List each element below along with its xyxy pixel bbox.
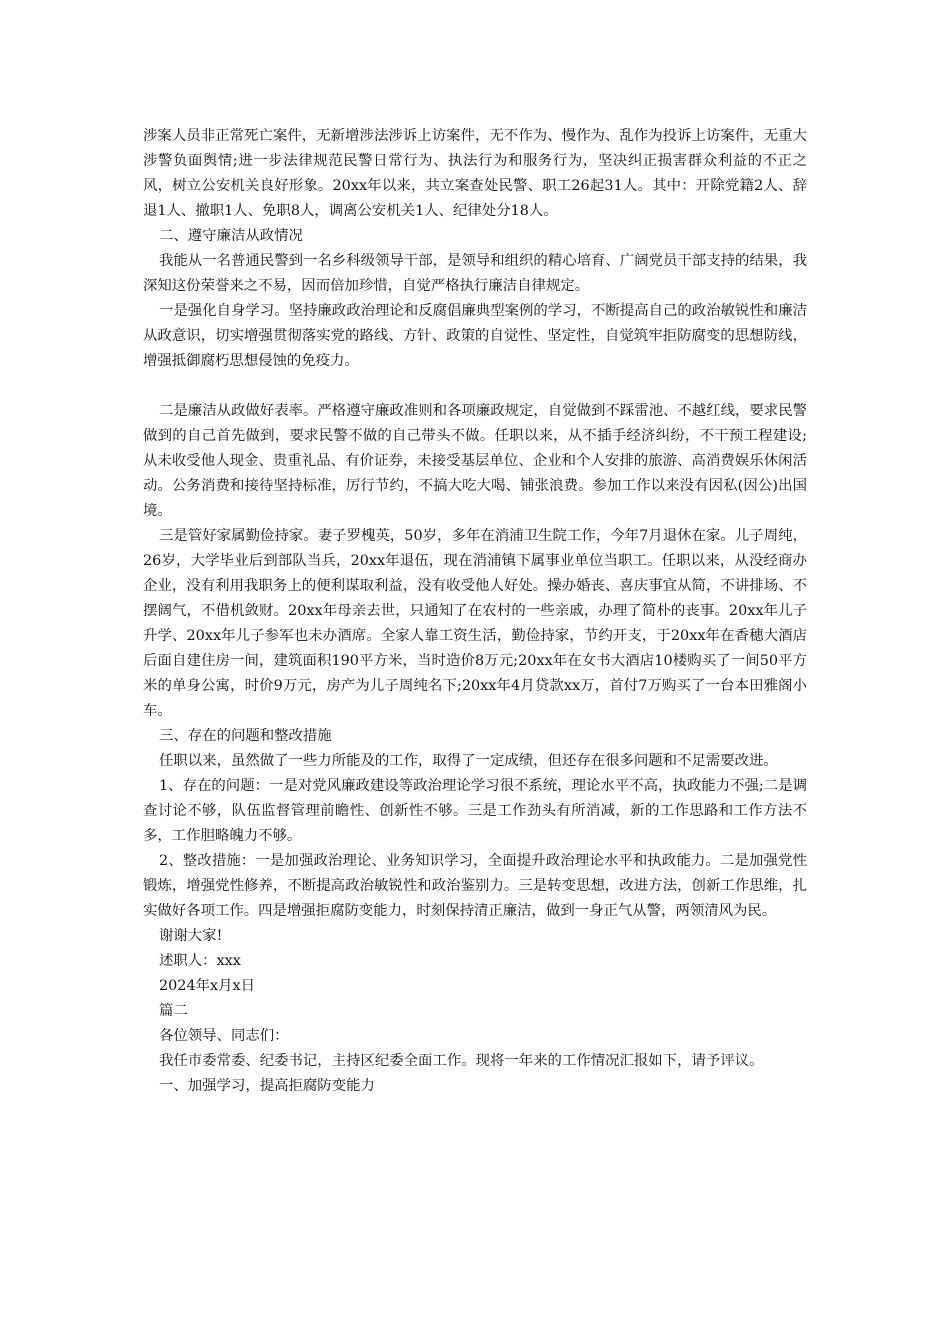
closing-thanks: 谢谢大家! — [159, 928, 223, 944]
paragraph-example: 二是廉洁从政做好表率。严格遵守廉政准则和各项廉政规定，自觉做到不踩雷池、不越红线，要求民警做到的自己首先做到，要求民警不做的自己带头不做。任职以来，从不插手经济纠纷，不干预工程建设;从未收受他人现金、贵重礼品、有价证券，未接受基层单位、企业和个人安排的旅游、高消费娱乐休闲活动。公务消费和接待坚持标准，厉行节约，不搞大吃大喝、铺张浪费。参加工作以来没有因私(因公)出国境。 — [143, 403, 807, 519]
section-heading-learning: 一、加强学习，提高拒腐防变能力 — [159, 1078, 375, 1094]
paragraph-intro-part-two: 我任市委常委、纪委书记，主持区纪委全面工作。现将一年来的工作情况汇报如下，请予评议。 — [159, 1053, 764, 1069]
paragraph-shortcomings-intro: 任职以来，虽然做了一些力所能及的工作，取得了一定成绩，但还存在很多问题和不足需要改进。 — [159, 753, 778, 769]
paragraph-study: 一是强化自身学习。坚持廉政政治理论和反腐倡廉典型案例的学习，不断提高自己的政治敏锐性和廉洁从政意识，切实增强贯彻落实党的路线、方针、政策的自觉性、坚定性，自觉筑牢拒防腐变的思想防线，增强抵御腐朽思想侵蚀的免疫力。 — [143, 303, 807, 369]
paragraph-measures: 2、整改措施：一是加强政治理论、业务知识学习，全面提升政治理论水平和执政能力。二是加强党性锻炼，增强党性修养，不断提高政治敏锐性和政治鉴别力。三是转变思想，改进方法，创新工作思维，扎实做好各项工作。四是增强拒腐防变能力，时刻保持清正廉洁，做到一身正气从警，两领清风为民。 — [143, 853, 807, 919]
paragraph-problems: 1、存在的问题：一是对党风廉政建设等政治理论学习很不系统，理论水平不高，执政能力不强;二是调查讨论不够，队伍监督管理前瞻性、创新性不够。三是工作劲头有所消减，新的工作思路和工作方法不多，工作胆略魄力不够。 — [143, 778, 807, 844]
part-two-heading: 篇二 — [159, 1003, 188, 1019]
paragraph-case-summary: 涉案人员非正常死亡案件，无新增涉法涉诉上访案件，无不作为、慢作为、乱作为投诉上访案件，无重大涉警负面舆情;进一步法律规范民警日常行为、执法行为和服务行为，坚决纠正损害群众利益的不正之风，树立公安机关良好形象。20xx年以来，共立案查处民警、职工26起31人。其中：开除党籍2人、辞退1人、撤职1人、免职8人，调离公安机关1人、纪律处分18人。 — [143, 128, 807, 219]
section-heading-problems: 三、存在的问题和整改措施 — [159, 728, 332, 744]
paragraph-family: 三是管好家属勤俭持家。妻子罗槐英，50岁，多年在消浦卫生院工作，今年7月退休在家。儿子周纯，26岁，大学毕业后到部队当兵，20xx年退伍，现在消浦镇下属事业单位当职工。任职以来，从没经商办企业，没有利用我职务上的便利谋取利益，没有收受他人好处。操办婚丧、喜庆事宜从简，不讲排场、不摆阔气，不借机敛财。20xx年母亲去世，只通知了在农村的一些亲戚，办理了简朴的丧事。20xx年儿子升学、20xx年儿子参军也未办酒席。全家人靠工资生活，勤俭持家，节约开支，于20xx年在香穗大酒店后面自建住房一间，建筑面积190平方米，当时造价8万元;20xx年在女书大酒店10楼购买了一间50平方米的单身公寓，时价9万元，房产为儿子周纯名下;20xx年4月贷款xx万，首付7万购买了一台本田雅阁小车。 — [143, 528, 807, 719]
blank-line — [143, 374, 807, 399]
reporter-signature: 述职人：xxx — [159, 953, 241, 969]
salutation: 各位领导、同志们： — [159, 1028, 289, 1044]
paragraph-career: 我能从一名普通民警到一名乡科级领导干部，是领导和组织的精心培育、广阔党员干部支持的结果，我深知这份荣誉来之不易，因而倍加珍惜，自觉严格执行廉洁自律规定。 — [143, 253, 807, 294]
document-body — [143, 124, 807, 1099]
report-date: 2024年x月x日 — [159, 978, 256, 994]
section-heading-integrity: 二、遵守廉洁从政情况 — [159, 228, 303, 244]
